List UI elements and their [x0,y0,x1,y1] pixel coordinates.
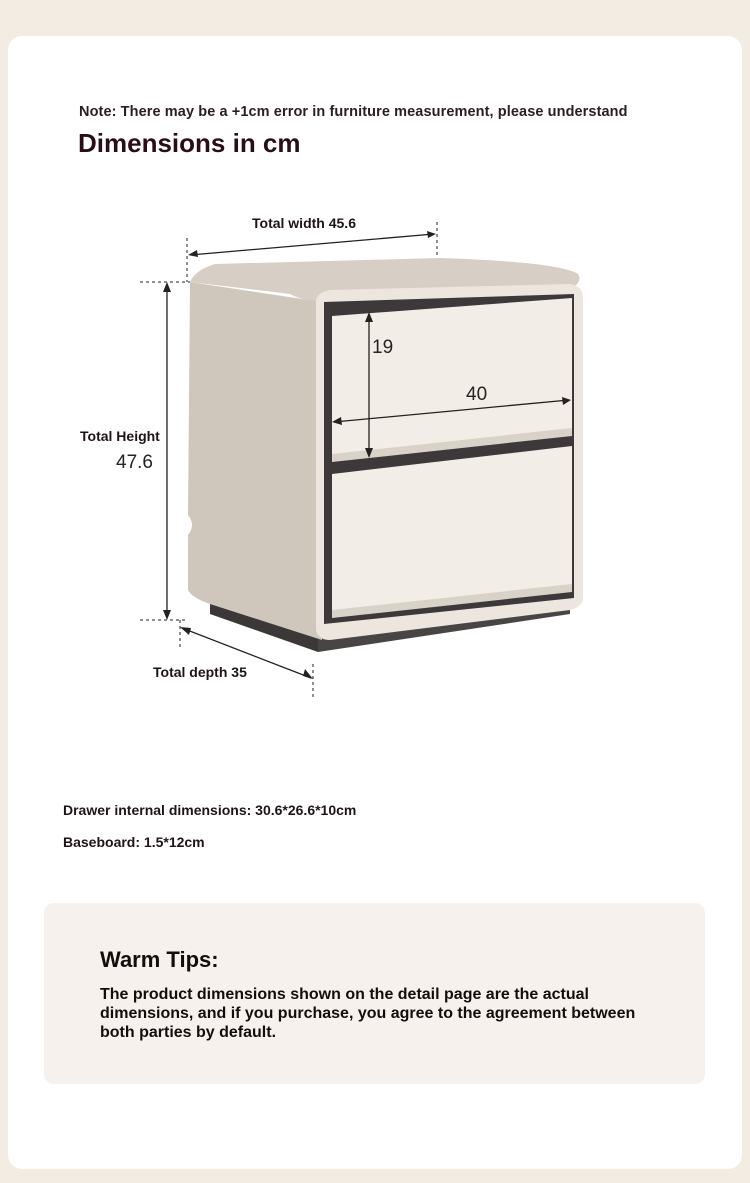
warm-tips-body: The product dimensions shown on the detail page are the actual dimensions, and if you purchase, you agree to the agreement between both parties by default. [100,986,636,1041]
warm-tips-panel [44,903,705,1084]
drawer-internal-dimensions: Drawer internal dimensions: 30.6*26.6*10cm [63,802,357,818]
drawer-height-value: 19 [372,337,394,358]
total-height-label: Total Height [80,428,160,444]
measurement-note: Note: There may be a +1cm error in furniture measurement, please understand [79,104,628,120]
width-dimension-line [190,234,434,255]
total-height-value: 47.6 [116,452,153,473]
total-width-label: Total width 45.6 [252,215,356,231]
total-depth-label: Total depth 35 [153,664,247,680]
baseboard-dimensions: Baseboard: 1.5*12cm [63,834,205,850]
page-title: Dimensions in cm [78,128,301,158]
drawer-width-value: 40 [466,384,488,405]
warm-tips-title: Warm Tips: [100,947,219,972]
nightstand-side-panel [188,282,322,640]
